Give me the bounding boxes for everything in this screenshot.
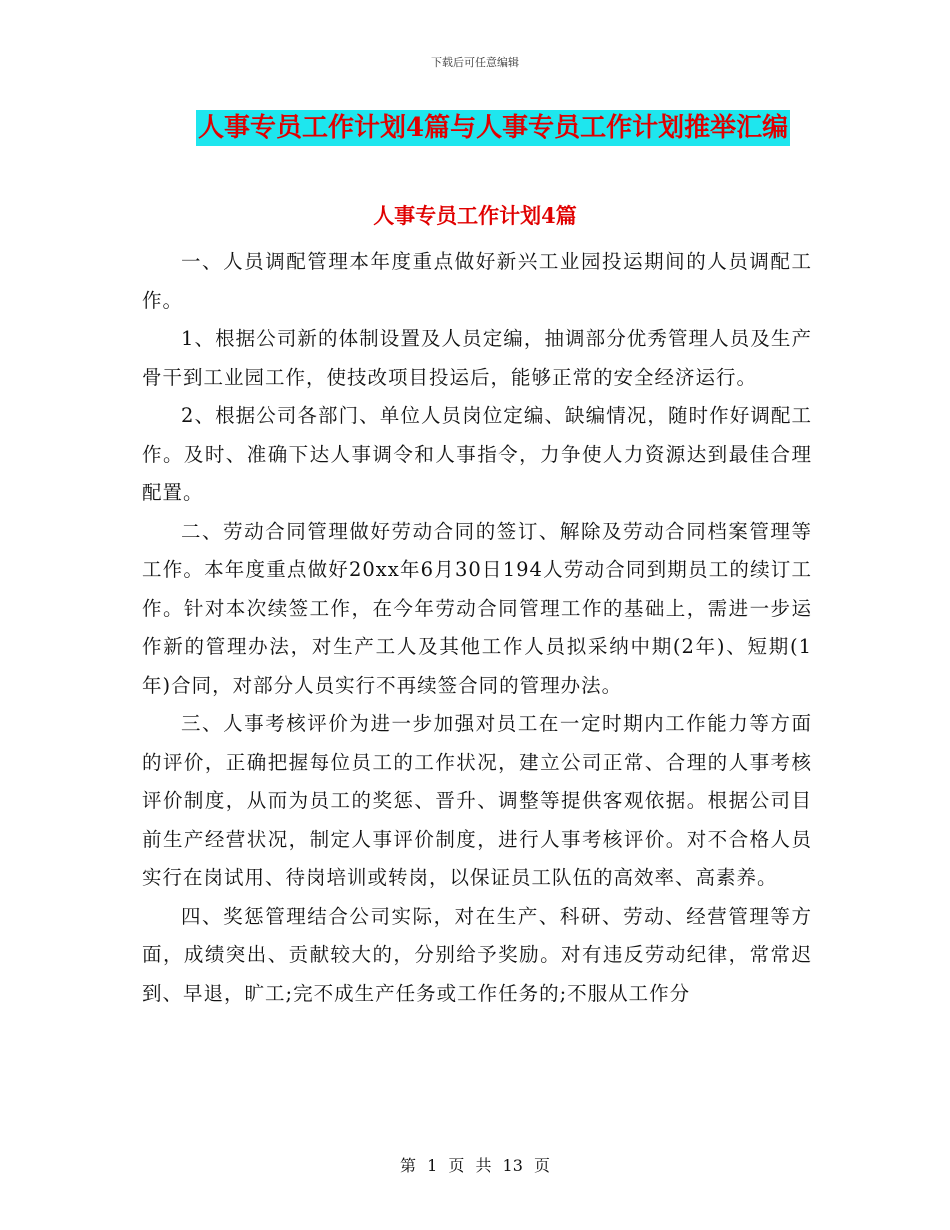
paragraph: 四、奖惩管理结合公司实际，对在生产、科研、劳动、经营管理等方面，成绩突出、贡献较大的，分别给予奖励。对有违反劳动纪律，常常迟到、早退，旷工;完不成生产任务或工作任务的;不服从工作分: [142, 904, 812, 1005]
section-title: 人事专员工作计划4篇: [373, 203, 577, 228]
paragraph: 三、人事考核评价为进一步加强对员工在一定时期内工作能力等方面的评价，正确把握每位员工的工作状况，建立公司正常、合理的人事考核评价制度，从而为员工的奖惩、晋升、调整等提供客观依据。根据公司目前生产经营状况，制定人事评价制度，进行人事考核评价。对不合格人员实行在岗试用、待岗培训或转岗，以保证员工队伍的高效率、高素养。: [142, 712, 812, 889]
paragraph: 2、根据公司各部门、单位人员岗位定编、缺编情况，随时作好调配工作。及时、准确下达人事调令和人事指令，力争使人力资源达到最佳合理配置。: [142, 404, 812, 504]
header-note: 下载后可任意编辑: [431, 56, 519, 69]
document-body: [142, 243, 812, 1013]
paragraph: 1、根据公司新的体制设置及人员定编，抽调部分优秀管理人员及生产骨干到工业园工作，使技改项目投运后，能够正常的安全经济运行。: [142, 327, 812, 389]
paragraph: 一、人员调配管理本年度重点做好新兴工业园投运期间的人员调配工作。: [142, 250, 812, 312]
main-title: 人事专员工作计划4篇与人事专员工作计划推举汇编: [196, 110, 790, 146]
page-footer: 第 1 页 共 13 页: [400, 1156, 550, 1175]
paragraph: 二、劳动合同管理做好劳动合同的签订、解除及劳动合同档案管理等工作。本年度重点做好20xx年6月30日194人劳动合同到期员工的续订工作。针对本次续签工作，在今年劳动合同管理工作的基础上，需进一步运作新的管理办法，对生产工人及其他工作人员拟采纳中期(2年)、短期(1年)合同，对部分人员实行不再续签合同的管理办法。: [142, 519, 812, 697]
